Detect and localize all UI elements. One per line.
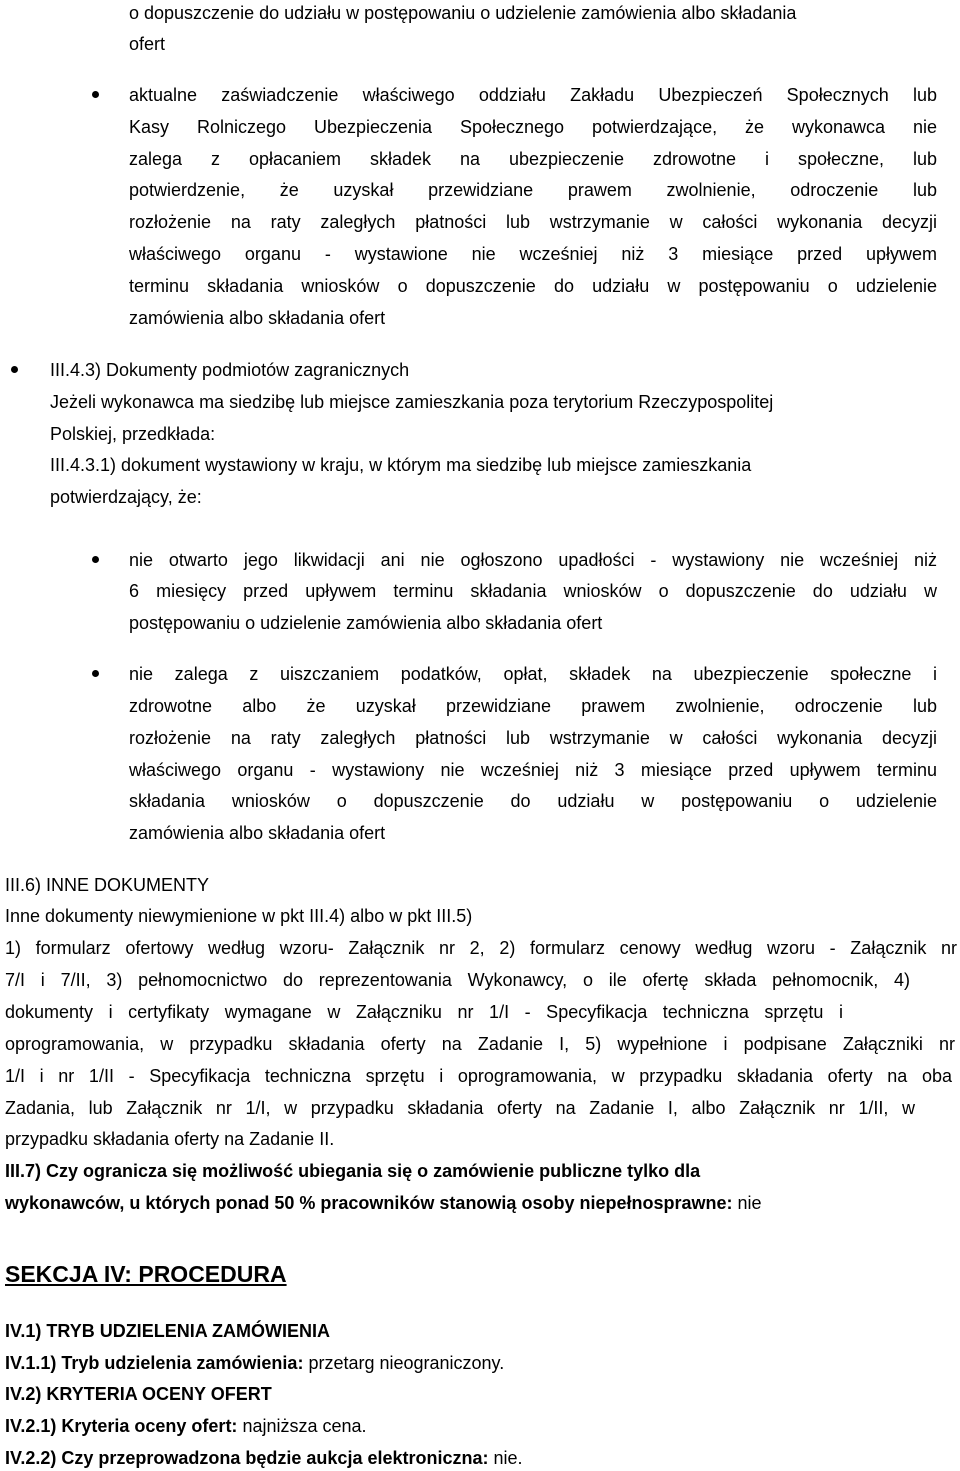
answer-value: nie	[732, 1193, 762, 1213]
text-line: nie zalega z uiszczaniem podatków, opłat, składek na ubezpieczenie społeczne i	[129, 664, 937, 684]
text-line: o dopuszczenie do udziału w postępowaniu o udzielenie zamówienia albo składania	[129, 3, 797, 23]
text-line: oprogramowania, w przypadku składania oferty na Zadanie I, 5) wypełnione i podpisane Załączniki nr	[5, 1034, 955, 1054]
text-line: postępowaniu o udzielenie zamówienia albo składania ofert	[129, 613, 603, 633]
text-line: zamówienia albo składania ofert	[129, 823, 386, 843]
text-line: aktualne zaświadczenie właściwego oddziału Zakładu Ubezpieczeń Społecznych lub	[129, 85, 937, 105]
question-iii-7-cont	[5, 1192, 762, 1214]
text-line: potwierdzający, że:	[50, 487, 202, 507]
section-iv-heading: SEKCJA IV: PROCEDURA	[5, 1261, 287, 1287]
question-iii-7: III.7) Czy ogranicza się możliwość ubiegania się o zamówienie publiczne tylko dla	[5, 1161, 701, 1181]
text-line: zdrowotne albo że uzyskał przewidziane prawem zwolnienie, odroczenie lub	[129, 696, 937, 716]
field-label: IV.2.1) Kryteria oceny ofert:	[5, 1416, 238, 1436]
text-line: terminu składania wniosków o dopuszczenie do udziału w postępowaniu o udzielenie	[129, 276, 937, 296]
section-heading-iv-2: IV.2) KRYTERIA OCENY OFERT	[5, 1384, 272, 1404]
text-line: Kasy Rolniczego Ubezpieczenia Społecznego potwierdzające, że wykonawca nie	[129, 117, 937, 137]
row-iv-2-1	[5, 1415, 367, 1437]
text-line: rozłożenie na raty zaległych płatności lub wstrzymanie w całości wykonania decyzji	[129, 728, 937, 748]
field-value: najniższa cena.	[237, 1416, 367, 1436]
bullet-icon	[11, 366, 18, 373]
text-line: 7/I i 7/II, 3) pełnomocnictwo do reprezentowania Wykonawcy, o ile ofertę składa pełnomocnik, 4)	[5, 970, 910, 990]
field-label: IV.1.1) Tryb udzielenia zamówienia:	[5, 1353, 304, 1373]
section-heading-iii-6: III.6) INNE DOKUMENTY	[5, 875, 210, 895]
field-label: IV.2.2) Czy przeprowadzona będzie aukcja elektroniczna:	[5, 1448, 489, 1468]
text-line: nie otwarto jego likwidacji ani nie ogłoszono upadłości - wystawiony nie wcześniej niż	[129, 550, 937, 570]
text-line: potwierdzenie, że uzyskał przewidziane prawem zwolnienie, odroczenie lub	[129, 180, 937, 200]
text-line: Jeżeli wykonawca ma siedzibę lub miejsce zamieszkania poza terytorium Rzeczypospolitej	[50, 392, 774, 412]
text-line: przypadku składania oferty na Zadanie II.	[5, 1129, 335, 1149]
question-text: wykonawców, u których ponad 50 % pracowników stanowią osoby niepełnosprawne:	[5, 1193, 733, 1213]
text-line: ofert	[129, 34, 166, 54]
text-line: 1) formularz ofertowy według wzoru- Załącznik nr 2, 2) formularz cenowy według wzoru - Załącznik nr	[5, 938, 957, 958]
text-line: zamówienia albo składania ofert	[129, 308, 386, 328]
bullet-icon	[92, 91, 99, 98]
text-line: 1/I i nr 1/II - Specyfikacja techniczna sprzętu i oprogramowania, w przypadku składania oferty na oba	[5, 1066, 952, 1086]
text-line: Zadania, lub Załącznik nr 1/I, w przypadku składania oferty na Zadanie I, albo Załącznik nr 1/II, w	[5, 1098, 915, 1118]
text-line: składania wniosków o dopuszczenie do udziału w postępowaniu o udzielenie	[129, 791, 937, 811]
text-line: III.4.3.1) dokument wystawiony w kraju, w którym ma siedzibę lub miejsce zamieszkania	[50, 455, 752, 475]
field-value: nie.	[488, 1448, 523, 1468]
text-line: 6 miesięcy przed upływem terminu składania wniosków o dopuszczenie do udziału w	[129, 581, 937, 601]
text-line: zalega z opłacaniem składek na ubezpieczenie zdrowotne i społeczne, lub	[129, 149, 937, 169]
text-line: właściwego organu - wystawiony nie wcześniej niż 3 miesiące przed upływem terminu	[129, 760, 937, 780]
text-line: rozłożenie na raty zaległych płatności lub wstrzymanie w całości wykonania decyzji	[129, 212, 937, 232]
subheading: Inne dokumenty niewymienione w pkt III.4) albo w pkt III.5)	[5, 906, 473, 926]
section-heading-iv-1: IV.1) TRYB UDZIELENIA ZAMÓWIENIA	[5, 1321, 331, 1341]
text-line: dokumenty i certyfikaty wymagane w Załączniku nr 1/I - Specyfikacja techniczna sprzętu i	[5, 1002, 843, 1022]
text-line: właściwego organu - wystawione nie wcześniej niż 3 miesiące przed upływem	[129, 244, 937, 264]
row-iv-1-1	[5, 1352, 504, 1374]
text-line: Polskiej, przedkłada:	[50, 424, 216, 444]
field-value: przetarg nieograniczony.	[303, 1353, 505, 1373]
row-iv-2-2	[5, 1447, 523, 1469]
bullet-icon	[92, 670, 99, 677]
bullet-icon	[92, 556, 99, 563]
section-heading-iii-4-3: III.4.3) Dokumenty podmiotów zagranicznych	[50, 360, 410, 380]
